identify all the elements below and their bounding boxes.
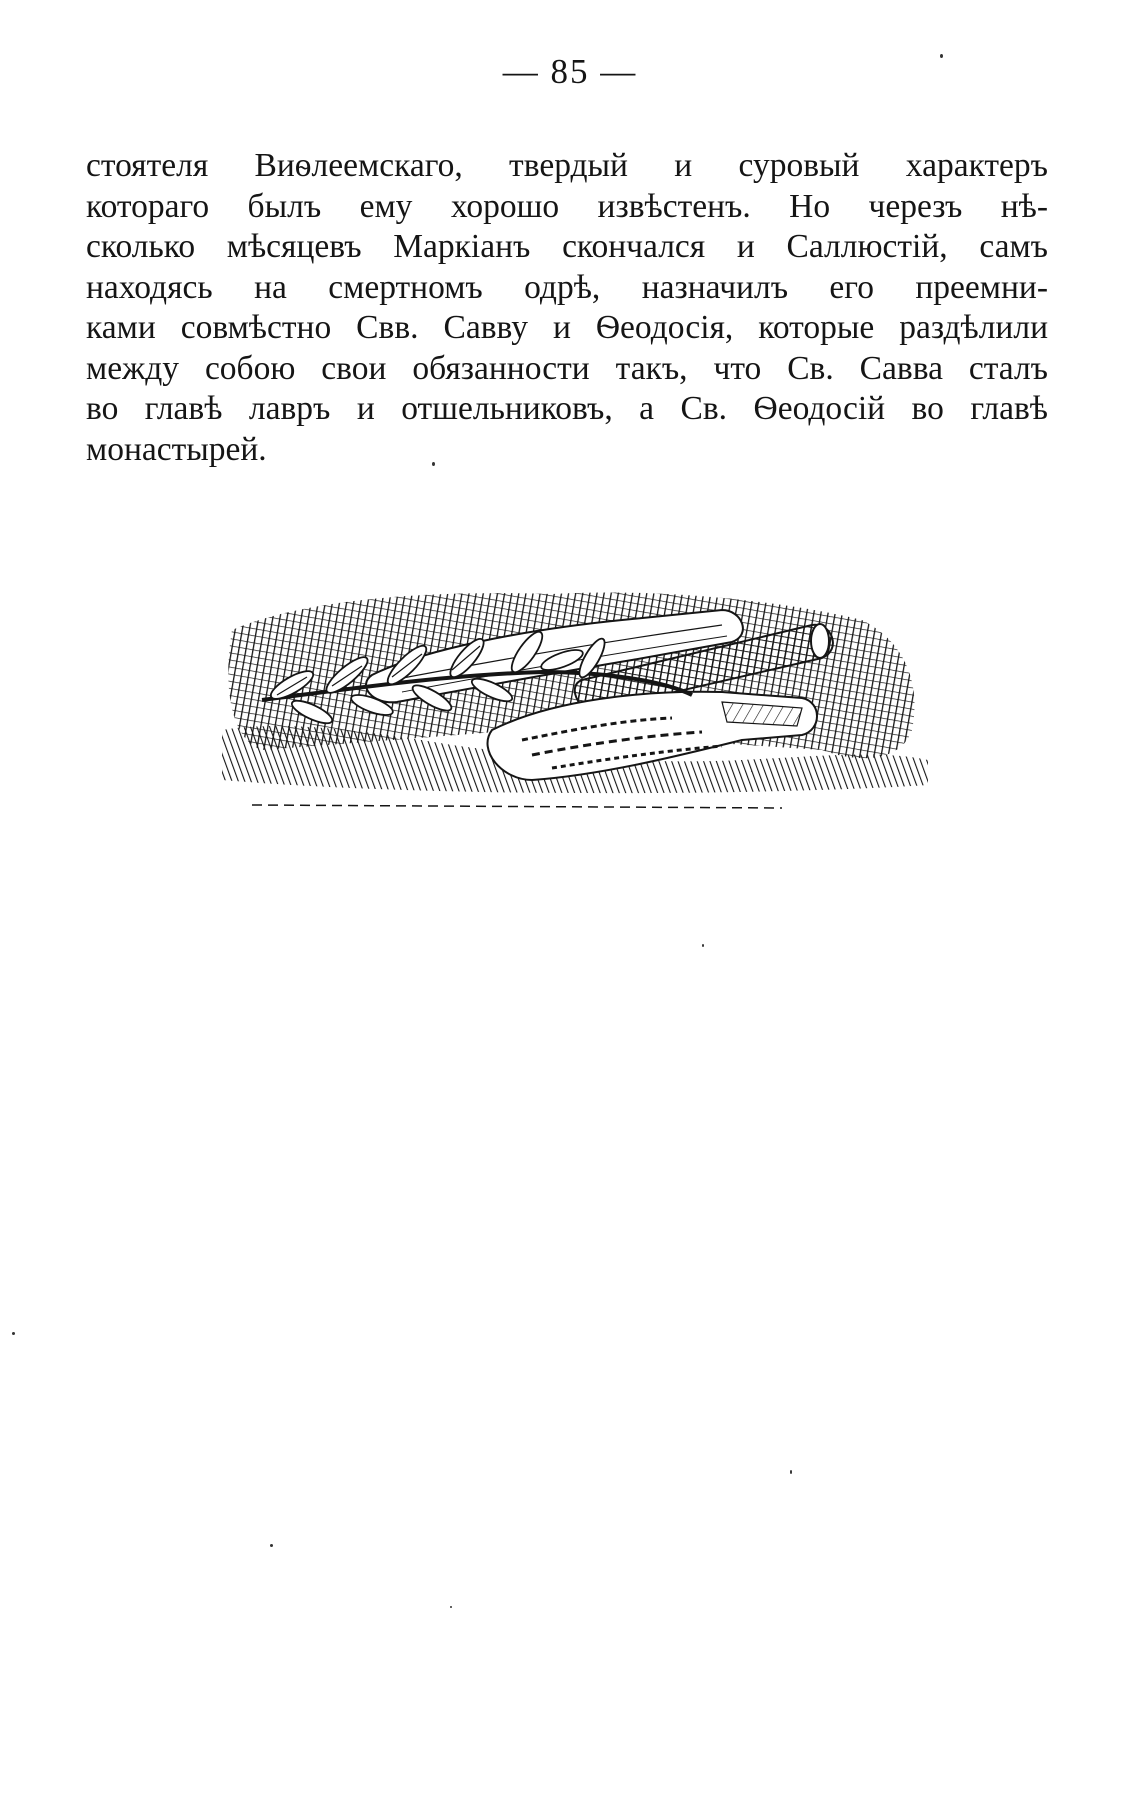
text-line: находясь на смертномъ одрѣ, назначилъ его преемни- xyxy=(86,268,1048,306)
text-line: стоятеля Виѳлеемскаго, твердый и суровый характеръ xyxy=(86,147,1048,184)
page-number: — 85 — xyxy=(502,52,638,91)
body-text xyxy=(86,146,1048,470)
text-line: котораго былъ ему хорошо извѣстенъ. Но черезъ нѣ- xyxy=(86,187,1048,225)
print-speck xyxy=(940,54,943,58)
text-line: между собою свои обязанности такъ, что Св. Савва сталъ xyxy=(86,349,1048,387)
print-speck xyxy=(790,1470,792,1474)
text-line: во главѣ лавръ и отшельниковъ, а Св. Ѳеодосій во главѣ xyxy=(86,390,1048,427)
text-line: монастырей. xyxy=(86,430,267,468)
engraved-vignette xyxy=(222,580,928,818)
print-speck xyxy=(432,462,435,466)
text-line: ками совмѣстно Свв. Савву и Ѳеодосія, которые раздѣлили xyxy=(86,309,1048,346)
print-speck xyxy=(450,1606,452,1608)
text-line: сколько мѣсяцевъ Маркіанъ скончался и Саллюстій, самъ xyxy=(86,228,1048,265)
print-speck xyxy=(702,944,704,947)
print-speck xyxy=(12,1332,15,1335)
print-speck xyxy=(270,1544,273,1547)
